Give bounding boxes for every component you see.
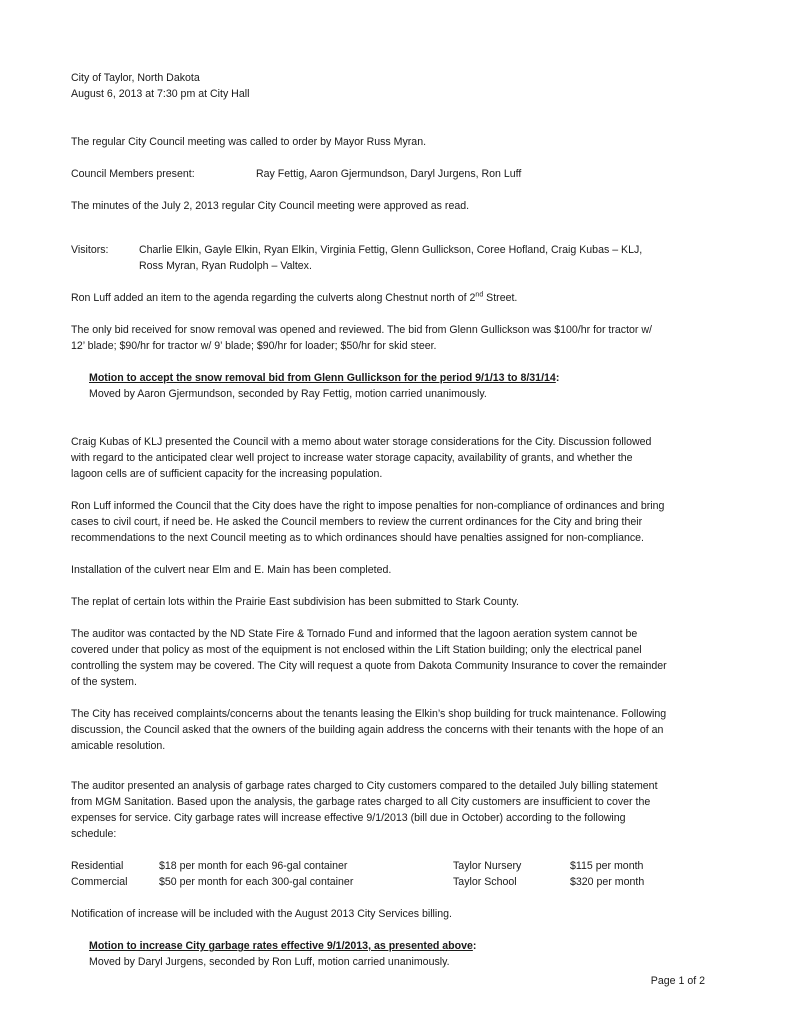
schedule-customer-rate: $115 per month <box>570 860 644 872</box>
text-line: expenses for service. City garbage rates will increase effective 9/1/2013 (bill due in October) according to the following <box>71 812 626 824</box>
auditor-fund-paragraph <box>71 626 721 690</box>
text-line: recommendations to the next Council meeting as to which ordinances should have penalties assigned for non-compliance. <box>71 532 644 544</box>
document-header <box>71 70 721 102</box>
snow-bid-paragraph <box>71 322 721 354</box>
schedule-row <box>71 874 721 890</box>
text-line: controlling the system may be covered. The City will request a quote from Dakota Community Insurance to cover the remainder <box>71 660 667 672</box>
text-line: from MGM Sanitation. Based upon the analysis, the garbage rates charged to all City customers are insufficient to cover the <box>71 796 651 808</box>
schedule-customer: Taylor School <box>453 876 517 888</box>
garbage-rate-schedule <box>71 858 721 890</box>
text-line: schedule: <box>71 828 117 840</box>
schedule-type: Residential <box>71 860 124 872</box>
replat-paragraph: The replat of certain lots within the Prairie East subdivision has been submitted to Stark County. <box>71 596 519 608</box>
text-line: The auditor was contacted by the ND State Fire & Tornado Fund and informed that the lagoon aeration system cannot be <box>71 628 638 640</box>
text-line: The auditor presented an analysis of garbage rates charged to City customers compared to the detailed July billing statement <box>71 780 658 792</box>
motion-colon: : <box>555 372 560 384</box>
schedule-type: Commercial <box>71 876 128 888</box>
motion-snow-removal <box>89 370 739 402</box>
notification-paragraph: Notification of increase will be included with the August 2013 City Services billing. <box>71 908 452 920</box>
schedule-customer-rate: $320 per month <box>570 876 645 888</box>
agenda-superscript: nd <box>475 291 484 299</box>
text-line: cases to civil court, if need be. He asked the Council members to review the current ordinances for the City and bring their <box>71 516 643 528</box>
text-line: Craig Kubas of KLJ presented the Council with a memo about water storage considerations for the City. Discussion followed <box>71 436 652 448</box>
text-line: discussion, the Council asked that the owners of the building again address the concerns with their tenants with the hope of an <box>71 724 664 736</box>
header-city: City of Taylor, North Dakota <box>71 72 200 84</box>
text-line: 12’ blade; $90/hr for tractor w/ 9’ blade; $90/hr for loader; $50/hr for skid steer. <box>71 340 437 352</box>
penalties-paragraph <box>71 498 721 546</box>
text-line: amicable resolution. <box>71 740 166 752</box>
text-line: Ron Luff informed the Council that the City does have the right to impose penalties for non-compliance of ordinances and bring <box>71 500 665 512</box>
agenda-paragraph <box>71 290 721 306</box>
text-line: The only bid received for snow removal was opened and reviewed. The bid from Glenn Gullickson was $100/hr for tractor w/ <box>71 324 652 336</box>
visitors-line: Ross Myran, Ryan Rudolph – Valtex. <box>139 260 312 272</box>
motion-colon: : <box>472 940 477 952</box>
motion-title: Motion to increase City garbage rates effective 9/1/2013, as presented above <box>89 940 473 952</box>
agenda-text-end: Street. <box>483 292 518 304</box>
minutes-paragraph: The minutes of the July 2, 2013 regular City Council meeting were approved as read. <box>71 200 470 212</box>
motion-title: Motion to accept the snow removal bid from Glenn Gullickson for the period 9/1/13 to 8/31/14 <box>89 372 556 384</box>
culvert-paragraph: Installation of the culvert near Elm and E. Main has been completed. <box>71 564 392 576</box>
schedule-rate: $18 per month for each 96-gal container <box>159 860 348 872</box>
visitors <box>71 242 721 274</box>
motion-detail: Moved by Aaron Gjermundson, seconded by Ray Fettig, motion carried unanimously. <box>89 388 487 400</box>
garbage-paragraph <box>71 778 721 842</box>
schedule-customer: Taylor Nursery <box>453 860 522 872</box>
text-line: lagoon cells are of sufficient capacity for the increasing population. <box>71 468 383 480</box>
page-number: Page 1 of 2 <box>650 975 705 987</box>
klj-paragraph <box>71 434 721 482</box>
complaints-paragraph <box>71 706 721 754</box>
visitors-label: Visitors: <box>71 244 109 256</box>
text-line: of the system. <box>71 676 137 688</box>
council-label: Council Members present: <box>71 168 195 180</box>
text-line: with regard to the anticipated clear well project to increase water storage capacity, availability of grants, and whether the <box>71 452 633 464</box>
text-line: covered under that policy as most of the equipment is not enclosed within the Lift Station building; only the electrical panel <box>71 644 642 656</box>
agenda-text: Ron Luff added an item to the agenda regarding the culverts along Chestnut north of 2 <box>71 292 476 304</box>
council-members <box>71 166 721 182</box>
council-names: Ray Fettig, Aaron Gjermundson, Daryl Jurgens, Ron Luff <box>256 168 522 180</box>
intro-paragraph: The regular City Council meeting was called to order by Mayor Russ Myran. <box>71 136 427 148</box>
schedule-row <box>71 858 721 874</box>
visitors-line: Charlie Elkin, Gayle Elkin, Ryan Elkin, Virginia Fettig, Glenn Gullickson, Coree Hofland, Craig Kubas – KLJ, <box>139 244 643 256</box>
motion-detail: Moved by Daryl Jurgens, seconded by Ron Luff, motion carried unanimously. <box>89 956 450 968</box>
motion-garbage-rates <box>89 938 739 970</box>
header-date: August 6, 2013 at 7:30 pm at City Hall <box>71 88 250 100</box>
text-line: The City has received complaints/concerns about the tenants leasing the Elkin’s shop building for truck maintenance. Following <box>71 708 667 720</box>
schedule-rate: $50 per month for each 300-gal container <box>159 876 354 888</box>
